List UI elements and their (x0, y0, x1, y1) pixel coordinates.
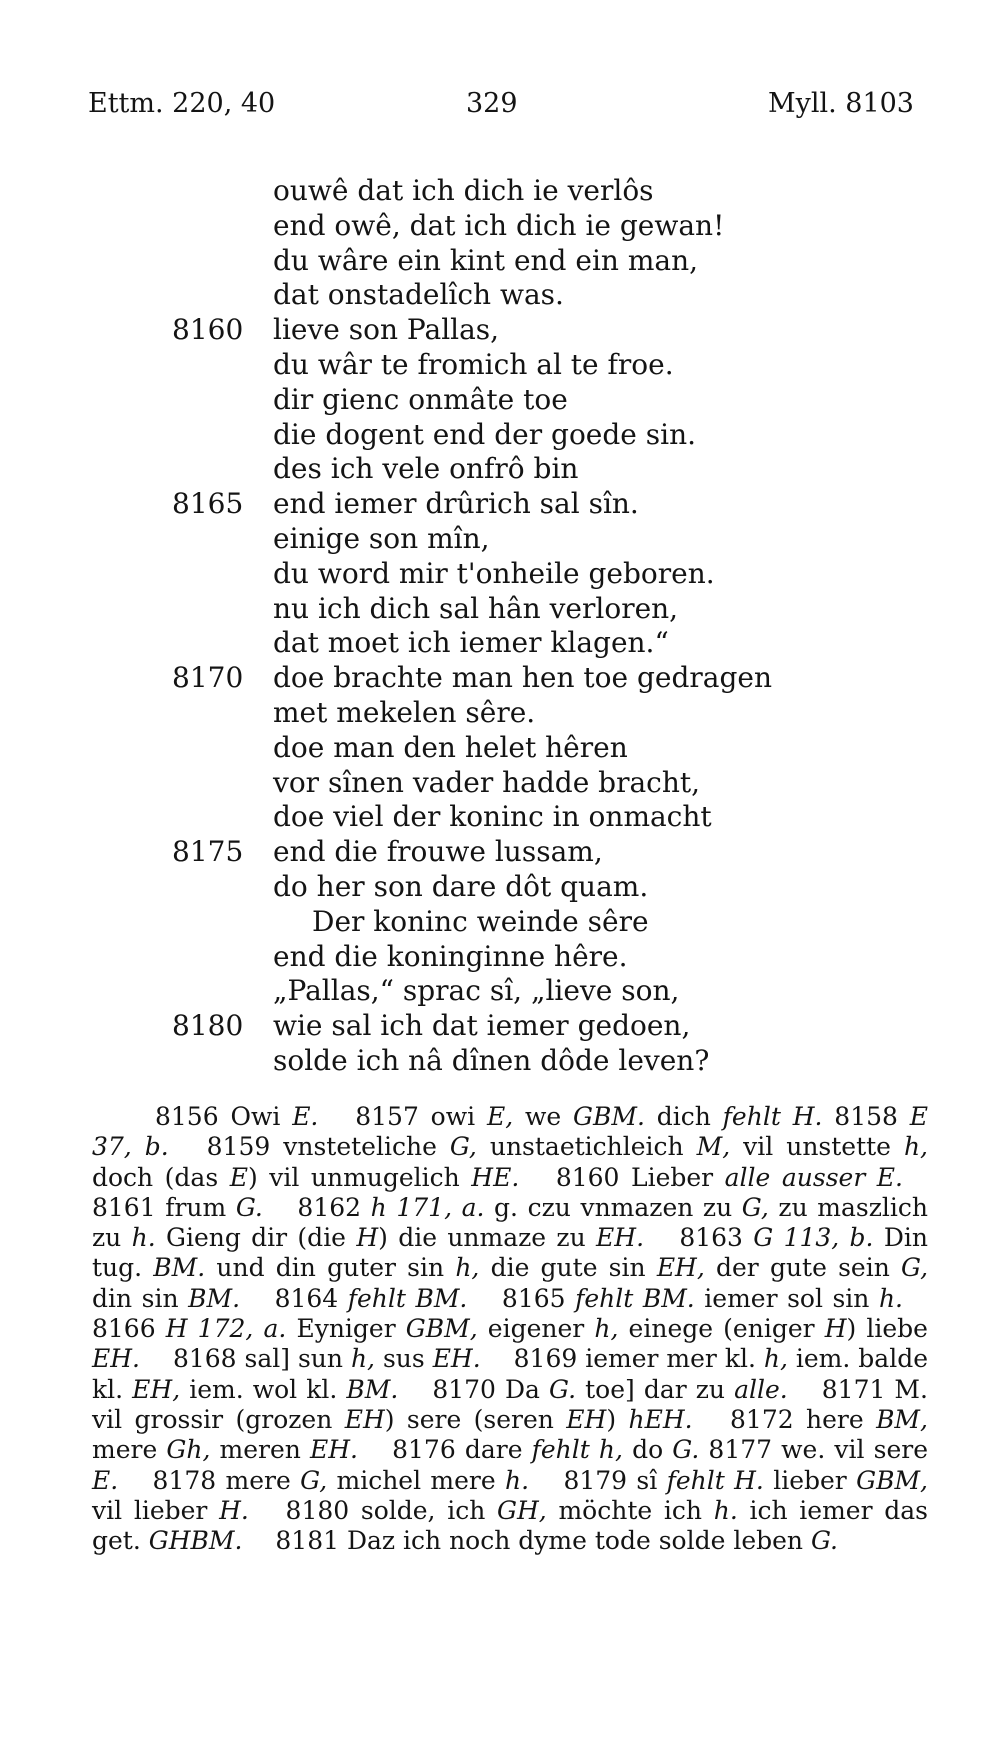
verse-line (0, 487, 1000, 522)
note-text: 8177 we. vil sere (699, 1435, 929, 1465)
note-siglum: h 171, a. (370, 1192, 485, 1222)
note-text: 8165 (467, 1283, 576, 1313)
note-text: lieber (763, 1465, 857, 1495)
header-left-reference: Ettm. 220, 40 (88, 88, 276, 119)
note-text: g. czu vnmazen zu (484, 1192, 742, 1222)
note-siglum: GHBM. (148, 1526, 243, 1556)
note-siglum: EH (344, 1404, 385, 1434)
note-text: 8166 (92, 1283, 928, 1344)
verse-line (0, 348, 1000, 383)
note-siglum: EH, (132, 1374, 181, 1404)
verse-text-line: ouwê dat ich dich ie verlôs (273, 174, 654, 207)
note-siglum: H (356, 1223, 379, 1253)
note-text: der gute sein (704, 1253, 901, 1283)
note-siglum: G. (672, 1435, 700, 1465)
note-text: die gute sin (479, 1253, 657, 1283)
note-text: 8172 here (692, 1404, 877, 1434)
verse-line (0, 905, 1000, 940)
note-siglum: E 37, b. (92, 1102, 928, 1162)
verse-text-line: „Pallas,“ sprac sî, „lieve son, (273, 974, 680, 1008)
verse-text-line: met mekelen sêre. (273, 695, 536, 729)
note-text: sus (375, 1344, 433, 1374)
note-siglum: Gh, (166, 1435, 211, 1465)
verse-line (0, 313, 1000, 348)
verse-line (0, 418, 1000, 453)
verse-line (0, 383, 1000, 418)
verse-text-line: du wâre ein kint end ein man, (273, 243, 699, 277)
note-text: iemer sol sin (694, 1283, 879, 1313)
note-siglum: M, (696, 1132, 731, 1162)
verse-line (0, 244, 1000, 279)
note-text: eigener (477, 1314, 595, 1344)
note-text: 8180 solde, ich (248, 1495, 498, 1525)
note-siglum: G, (901, 1253, 929, 1283)
note-text: und din guter sin (205, 1253, 456, 1283)
note-siglum: H (824, 1314, 847, 1344)
note-siglum: hEH. (628, 1404, 693, 1434)
note-siglum: h, (594, 1314, 619, 1344)
note-text: 8156 Owi (155, 1102, 293, 1131)
note-siglum: H. (219, 1495, 249, 1525)
line-number: 8170 (172, 661, 244, 695)
note-siglum: fehlt H. (722, 1102, 823, 1131)
note-text: möchte ich (546, 1495, 714, 1525)
verse-text-line: do her son dare dôt quam. (273, 869, 649, 903)
verse-text-line: end owê, dat ich dich ie gewan! (273, 208, 725, 242)
verse-text-line: solde ich nâ dînen dôde leven? (273, 1043, 710, 1077)
verse-line (0, 940, 1000, 975)
note-siglum: BM. (346, 1374, 399, 1404)
note-siglum: alle ausser E. (724, 1162, 903, 1192)
verse-text-line: doe man den helet hêren (273, 730, 628, 764)
verse-text-line: end die koninginne hêre. (273, 939, 628, 973)
verse-text-line: nu ich dich sal hân verloren, (273, 591, 679, 625)
note-text: 8176 dare (357, 1435, 532, 1465)
note-text: iem. wol kl. (180, 1374, 347, 1404)
verse-text-line: doe viel der koninc in onmacht (273, 800, 712, 834)
verse-line (0, 766, 1000, 801)
verse-text-line: doe brachte man hen toe gedragen (273, 661, 773, 695)
note-siglum: GBM, (856, 1465, 928, 1495)
line-number: 8180 (172, 1009, 244, 1043)
note-siglum: E, (486, 1102, 514, 1131)
note-siglum: E. (292, 1102, 319, 1131)
note-siglum: G, (741, 1192, 769, 1222)
note-text: 8169 iemer mer kl. (480, 1344, 764, 1374)
verse-text-line: du word mir t'onheile geboren. (273, 556, 715, 590)
verse-text-line: vor sînen vader hadde bracht, (273, 765, 701, 799)
verse-text-line: die dogent end der goede sin. (273, 417, 697, 451)
note-text: meren (210, 1435, 310, 1465)
note-text: ) sere (seren (384, 1404, 567, 1434)
note-siglum: G. (810, 1526, 838, 1556)
note-text: 8161 frum (92, 1162, 928, 1222)
note-siglum: h, (763, 1344, 788, 1374)
note-text: toe] dar zu (576, 1374, 735, 1404)
note-siglum: BM. (188, 1283, 241, 1313)
note-text: doch (das (92, 1162, 230, 1192)
verse-line (0, 452, 1000, 487)
note-siglum: G. (549, 1374, 577, 1404)
note-text: Eyniger (286, 1314, 406, 1344)
note-text: ) vil unmugelich (247, 1162, 472, 1192)
note-text: 8163 (644, 1223, 754, 1253)
note-siglum: EH. (92, 1344, 140, 1374)
note-text: ) liebe (846, 1314, 928, 1344)
verse-line (0, 626, 1000, 661)
verse-line (0, 1044, 1000, 1079)
verse-line (0, 592, 1000, 627)
verse-text-line: Der koninc weinde sêre (312, 904, 649, 938)
verse-line (0, 974, 1000, 1009)
line-number: 8160 (172, 313, 244, 347)
note-text: 8179 sî (529, 1465, 667, 1495)
note-siglum: HE. (471, 1162, 520, 1192)
note-siglum: fehlt h, (531, 1435, 623, 1465)
verse-line (0, 209, 1000, 244)
note-siglum: alle. (734, 1374, 788, 1404)
note-siglum: G, (300, 1465, 328, 1495)
verse-line (0, 522, 1000, 557)
note-siglum: EH. (309, 1435, 358, 1465)
verse-line (0, 661, 1000, 696)
note-text: 8159 vnsteteliche (168, 1132, 450, 1162)
note-siglum: EH. (432, 1344, 481, 1374)
note-text: einege (eniger (618, 1314, 825, 1344)
note-text: ) (606, 1404, 629, 1434)
verse-line (0, 557, 1000, 592)
note-siglum: E. (92, 1465, 119, 1495)
critical-apparatus (92, 1102, 928, 1556)
verse-text-line: des ich vele onfrô bin (273, 452, 579, 486)
note-siglum: BM, (876, 1404, 928, 1434)
note-siglum: G. (235, 1192, 263, 1222)
verse-text-line: wie sal ich dat iemer gedoen, (273, 1009, 691, 1043)
note-text: ) die unmaze zu (378, 1223, 597, 1253)
note-text: Gieng dir (die (155, 1223, 357, 1253)
note-siglum: h. (878, 1283, 903, 1313)
verse-text-line: einige son mîn, (273, 521, 490, 555)
note-text: 8160 Lieber (519, 1162, 725, 1192)
verse-text-line: end die frouwe lussam, (273, 835, 603, 869)
note-siglum: fehlt H. (666, 1465, 764, 1495)
running-header (0, 88, 1000, 128)
note-siglum: H 172, a. (165, 1314, 287, 1344)
note-text: vil unstette (730, 1132, 904, 1162)
note-siglum: h, (903, 1132, 929, 1162)
note-siglum: h. (713, 1495, 738, 1525)
verse-line (0, 278, 1000, 313)
note-text: 8171 M. vil grossir (grozen (92, 1374, 928, 1434)
note-text: zu maszlich zu (92, 1192, 928, 1253)
note-siglum: h. (131, 1223, 156, 1253)
verse-line (0, 174, 1000, 209)
note-siglum: fehlt BM. (347, 1283, 468, 1313)
note-text: din sin (92, 1283, 189, 1313)
verse-line (0, 800, 1000, 835)
note-siglum: EH. (596, 1223, 645, 1253)
note-siglum: G 113, b. (753, 1223, 874, 1253)
verse-text-line: lieve son Pallas, (273, 313, 500, 347)
note-siglum: BM. (153, 1253, 206, 1283)
note-text: iem. balde kl. (92, 1344, 928, 1404)
verse-text-line: end iemer drûrich sal sîn. (273, 487, 639, 521)
note-text: vil lieber (92, 1495, 220, 1525)
note-text: michel mere (327, 1465, 506, 1495)
verse-text-line: dat onstadelîch was. (273, 278, 564, 312)
note-siglum: G, (449, 1132, 477, 1162)
note-siglum: GH, (497, 1495, 547, 1525)
note-siglum: GBM. (573, 1102, 645, 1131)
verse-line (0, 731, 1000, 766)
note-text: do (622, 1435, 673, 1465)
note-text: 8157 owi (318, 1102, 487, 1131)
note-text: dich (644, 1102, 723, 1131)
header-right-reference: Myll. 8103 (767, 88, 914, 119)
verse-text (0, 174, 1000, 1079)
verse-line (0, 1009, 1000, 1044)
verse-line (0, 870, 1000, 905)
note-siglum: h, (350, 1344, 376, 1374)
note-siglum: h. (505, 1465, 530, 1495)
verse-text-line: dat moet ich iemer klagen.“ (273, 626, 669, 660)
note-text: 8168 sal] sun (140, 1344, 351, 1374)
note-text: 8178 mere (118, 1465, 301, 1495)
verse-line (0, 835, 1000, 870)
note-siglum: E (229, 1162, 248, 1192)
note-text: ich iemer das get. (92, 1495, 929, 1556)
note-text: 8164 (240, 1283, 348, 1313)
note-text: Din tug. (92, 1223, 928, 1283)
note-text: 8170 Da (398, 1374, 550, 1404)
note-siglum: GBM, (405, 1314, 478, 1344)
verse-text-line: dir gienc onmâte toe (273, 382, 568, 416)
note-text: mere (92, 1435, 167, 1465)
note-text: we (513, 1102, 574, 1131)
note-siglum: EH, (656, 1253, 705, 1283)
note-siglum: fehlt BM. (575, 1283, 695, 1313)
verse-text-line: du wâr te fromich al te froe. (273, 347, 674, 381)
note-text: 8158 (822, 1102, 910, 1131)
note-text: unstaetichleich (476, 1132, 697, 1162)
line-number: 8165 (172, 487, 244, 521)
note-text: 8162 (262, 1192, 371, 1222)
verse-line (0, 696, 1000, 731)
line-number: 8175 (172, 835, 244, 869)
note-siglum: h, (455, 1253, 480, 1283)
note-siglum: EH (566, 1404, 607, 1434)
page-number: 329 (466, 88, 518, 119)
note-text: 8181 Daz ich noch dyme tode solde leben (242, 1526, 811, 1556)
